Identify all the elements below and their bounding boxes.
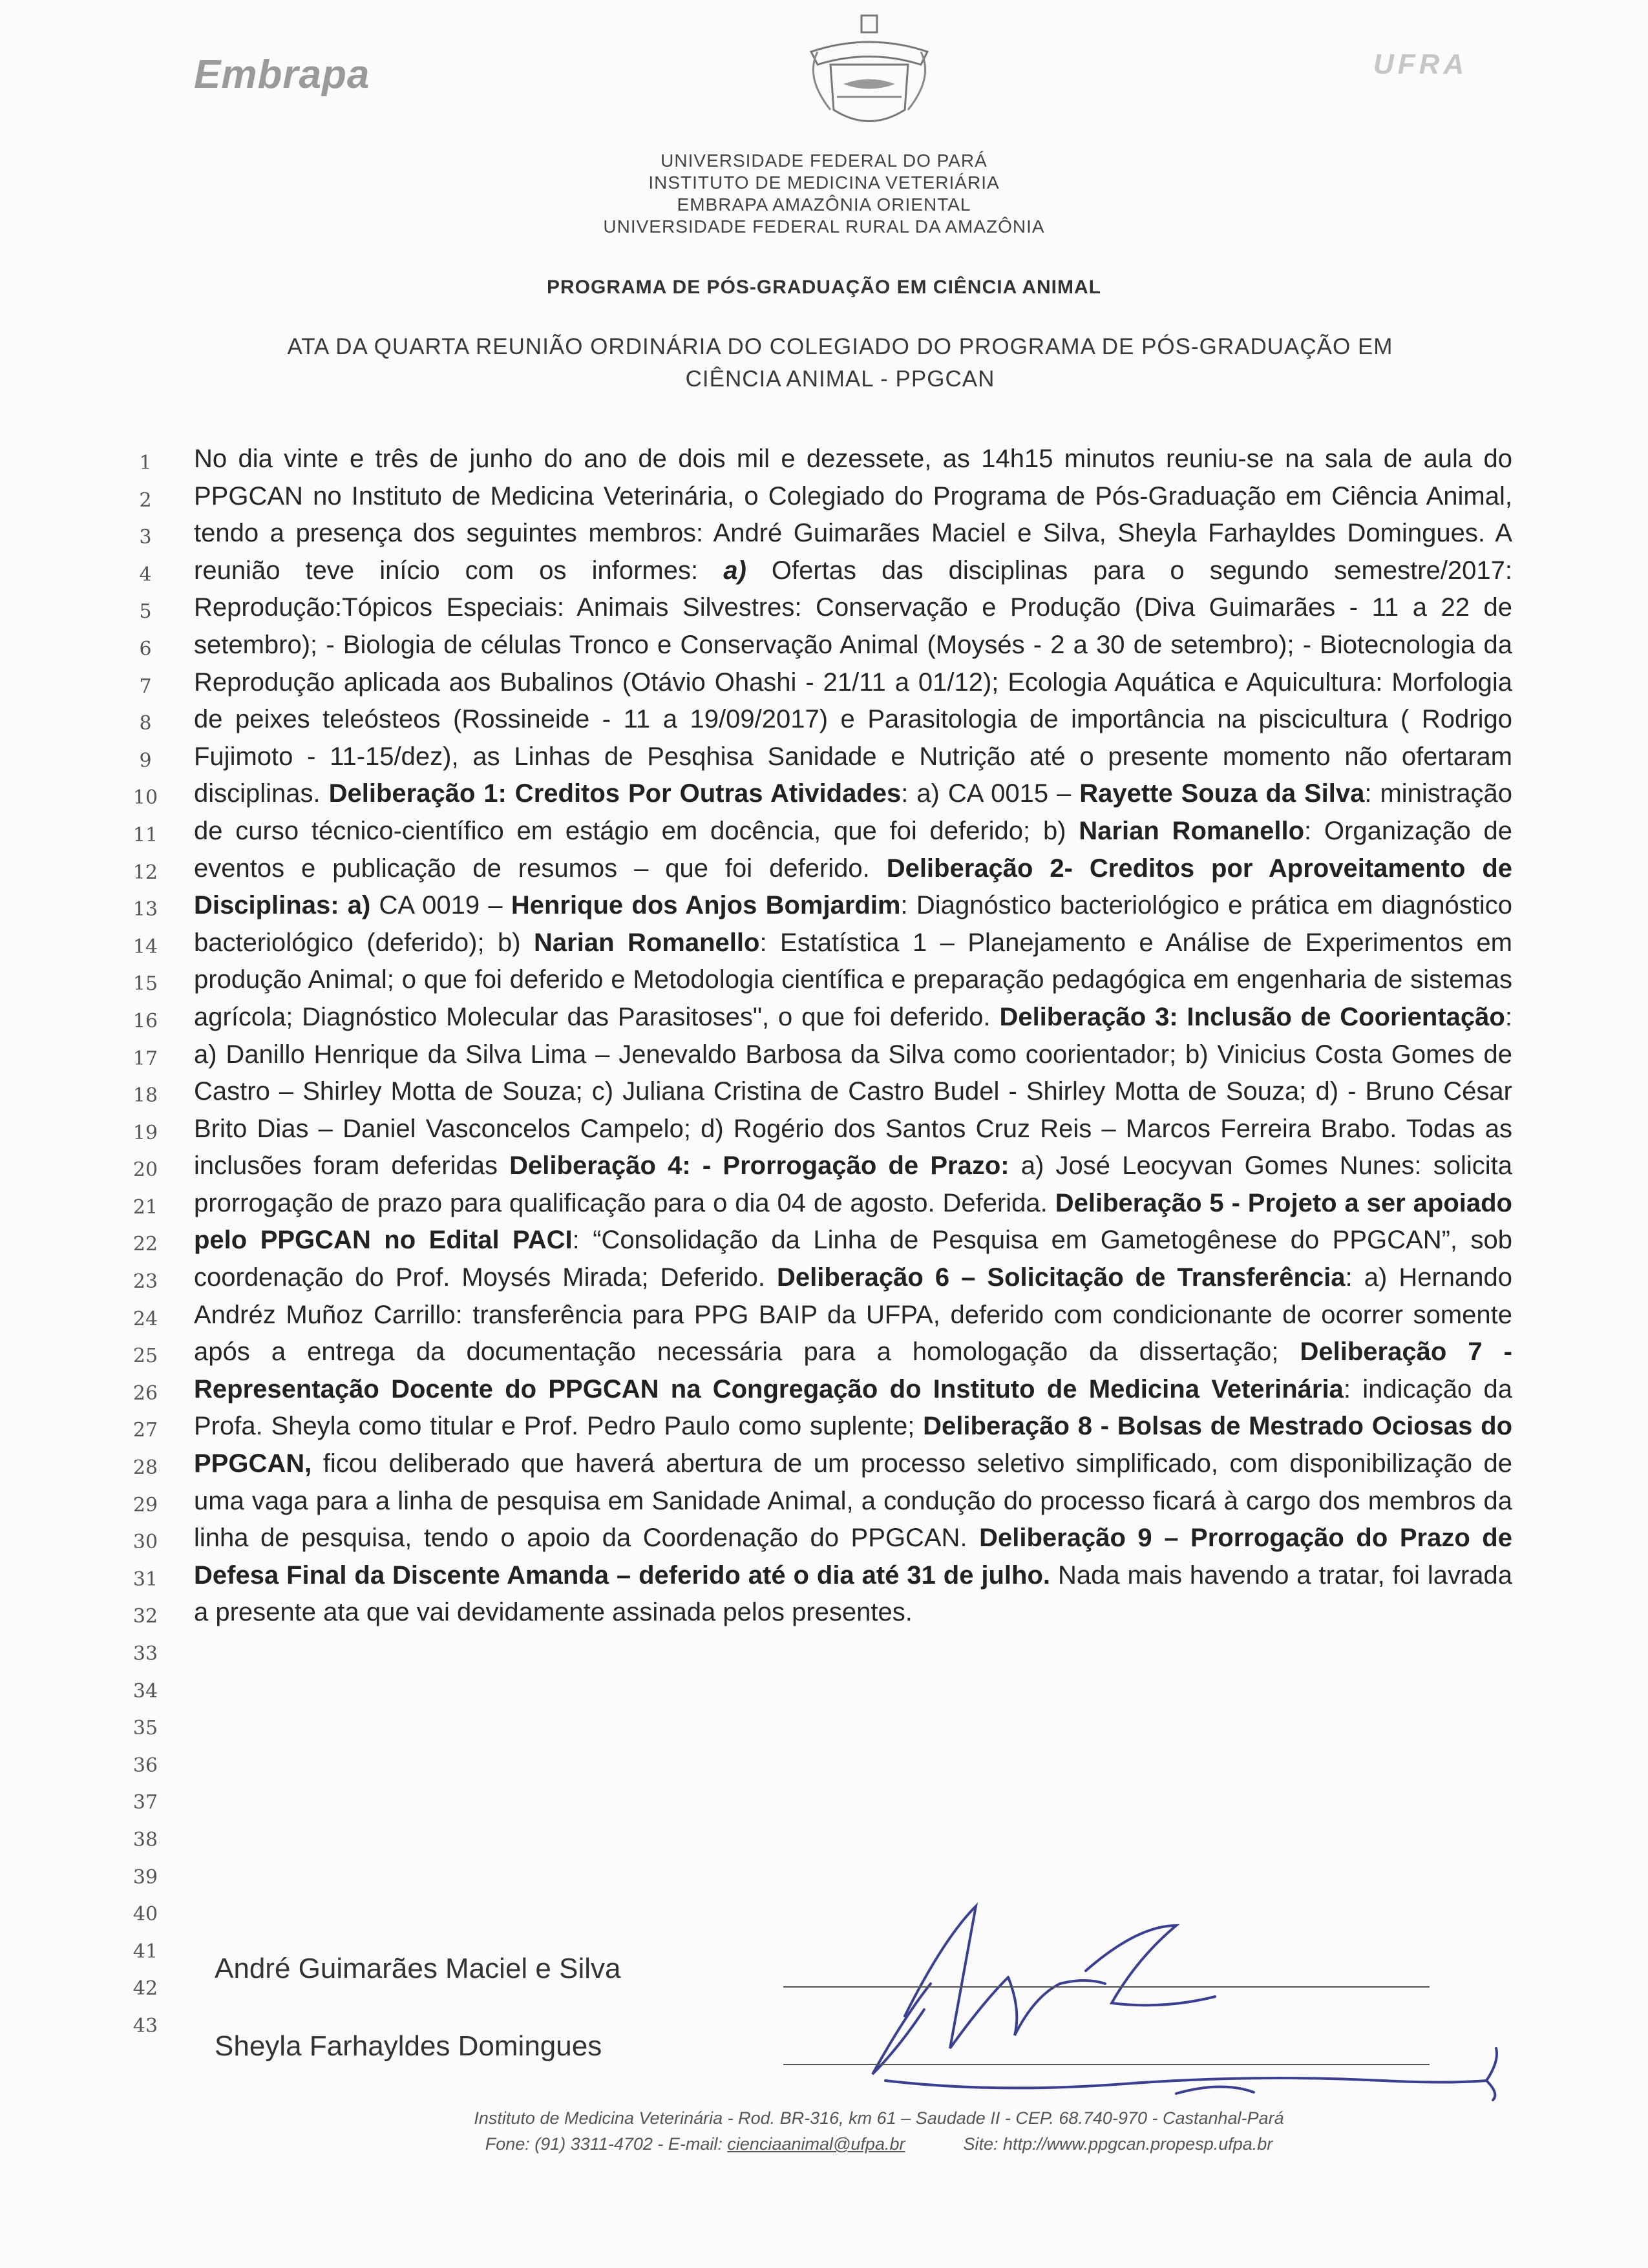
institution-header bbox=[0, 150, 1648, 238]
student-name: Henrique dos Anjos Bomjardim bbox=[511, 891, 901, 920]
document-title-line-2: CIÊNCIA ANIMAL - PPGCAN bbox=[685, 366, 995, 392]
embrapa-logo: Embrapa bbox=[194, 52, 370, 97]
deliberation-1-item-a: : a) CA 0015 – bbox=[901, 779, 1072, 808]
footer-email-link[interactable]: cienciaanimal@ufpa.br bbox=[727, 2134, 905, 2154]
institution-line: EMBRAPA AMAZÔNIA ORIENTAL bbox=[677, 194, 971, 215]
footer-address: Instituto de Medicina Veterinária - Rod. BR-316, km 61 – Saudade II - CEP. 68.740-970 - Castanhal-Pará bbox=[474, 2108, 1284, 2128]
line-number: 33 bbox=[132, 1643, 158, 1665]
line-number: 4 bbox=[139, 563, 152, 586]
line-number: 28 bbox=[132, 1456, 158, 1480]
line-number: 21 bbox=[132, 1195, 158, 1219]
line-number: 42 bbox=[132, 1977, 158, 2000]
deliberation-3-text: : a) Danillo Henrique da Silva Lima – Jenevaldo Barbosa da Silva como coorientador; b) Vinicius Costa Gomes de Castro – Shirley Motta de Souza; c) Juliana Cristina de Castro Budel - Shirley Motta de Souza; d) - Bruno César Brito Dias – Daniel Vasconcelos Campelo; d) Rogério dos Santos Cruz Reis – Marcos Ferreira Brabo. Todas as inclusões foram deferidas bbox=[194, 1002, 1512, 1181]
line-number: 32 bbox=[132, 1605, 158, 1628]
line-number: 5 bbox=[139, 600, 152, 624]
deliberation-6-title: Deliberação 6 – Solicitação de Transferência bbox=[777, 1263, 1346, 1292]
line-number: 20 bbox=[132, 1159, 158, 1182]
line-number: 39 bbox=[132, 1865, 158, 1889]
line-number: 26 bbox=[132, 1381, 158, 1405]
line-number: 40 bbox=[132, 1903, 158, 1926]
line-number: 18 bbox=[132, 1084, 158, 1108]
item-a-label: a) bbox=[723, 556, 746, 585]
ufra-logo: UFRA bbox=[1373, 48, 1468, 80]
student-name: Narian Romanello bbox=[534, 928, 760, 957]
institution-line: UNIVERSIDADE FEDERAL RURAL DA AMAZÔNIA bbox=[603, 216, 1045, 236]
institution-line: UNIVERSIDADE FEDERAL DO PARÁ bbox=[660, 151, 988, 171]
line-number: 35 bbox=[132, 1717, 158, 1740]
line-number: 3 bbox=[139, 526, 152, 549]
deliberation-4-text: a) José Leocyvan Gomes Nunes: solicita prorrogação de prazo para qualificação para o dia 04 de agosto. Deferida. bbox=[194, 1151, 1512, 1217]
deliberation-9-title: Deliberação 9 – Prorrogação do Prazo de Defesa Final da Discente Amanda – deferido até o dia até 31 de julho. bbox=[194, 1524, 1512, 1590]
signature-line bbox=[783, 1986, 1430, 1988]
deliberation-2-text: : Diagnóstico bacteriológico e prática em diagnóstico bacteriológico (deferido); b) bbox=[194, 891, 1512, 957]
university-crest-icon bbox=[792, 13, 947, 136]
line-number: 31 bbox=[132, 1568, 158, 1591]
intro-text: No dia vinte e três de junho do ano de dois mil e dezessete, as 14h15 minutos reuniu-se na sala de aula do PPGCAN no Instituto de Medicina Veterinária, o Colegiado do Programa de Pós-Graduação em Ciência Animal, tendo a presença dos seguintes membros: André Guimarães Maciel e Silva, Sheyla Farhayldes Domingues. A reunião teve início com os informes: bbox=[194, 445, 1512, 585]
document-title-line-1: ATA DA QUARTA REUNIÃO ORDINÁRIA DO COLEGIADO DO PROGRAMA DE PÓS-GRADUAÇÃO EM bbox=[287, 334, 1393, 359]
line-number: 29 bbox=[132, 1493, 158, 1517]
document-title bbox=[213, 331, 1467, 395]
deliberation-7-text: : indicação da Profa. Sheyla como titular e Prof. Pedro Paulo como suplente; bbox=[194, 1374, 1513, 1441]
line-number: 36 bbox=[132, 1754, 158, 1777]
deliberation-4-title: Deliberação 4: - Prorrogação de Prazo: bbox=[509, 1151, 1009, 1181]
line-number: 2 bbox=[139, 488, 152, 512]
line-number: 19 bbox=[132, 1121, 158, 1144]
deliberation-3-title: Deliberação 3: Inclusão de Coorientação bbox=[999, 1002, 1505, 1031]
line-number: 23 bbox=[132, 1270, 158, 1294]
deliberation-8-text: ficou deliberado que haverá abertura de um processo seletivo simplificado, com disponibilização de uma vaga para a linha de pesquisa em Sanidade Animal, a condução do processo ficará à cargo dos membros da linha de pesquisa, tendo o apoio da Coordenação do PPGCAN. bbox=[194, 1449, 1512, 1553]
footer bbox=[362, 2105, 1396, 2157]
line-number: 17 bbox=[132, 1047, 158, 1070]
line-number: 11 bbox=[132, 823, 158, 846]
course-offers-text: Ofertas das disciplinas para o segundo semestre/2017: Reprodução:Tópicos Especiais: Animais Silvestres: Conservação e Produção (Diva Guimarães - 11 a 22 de setembro); - Biologia de células Tronco e Conservação Animal (Moysés - 2 a 30 de setembro); - Biotecnologia da Reprodução aplicada aos Bubalinos (Otávio Ohashi - 21/11 a 01/12); Ecologia Aquática e Aquicultura: Morfologia de peixes teleósteos (Rossineide - 11 a 19/09/2017) e Parasitologia de importância na piscicultura ( Rodrigo Fujimoto - 11-15/dez), as Linhas de Pesqhisa Sanidade e Nutrição até o presente momento não ofertaram disciplinas. bbox=[194, 556, 1512, 808]
deliberation-7-title: Deliberação 7 - Representação Docente do PPGCAN na Congregação do Instituto de Medicina Veterinária bbox=[194, 1338, 1513, 1403]
line-numbers bbox=[116, 445, 174, 2045]
institution-line: INSTITUTO DE MEDICINA VETERIÁRIA bbox=[648, 173, 1000, 193]
line-number: 1 bbox=[139, 452, 152, 474]
line-number: 15 bbox=[132, 972, 158, 996]
line-number: 12 bbox=[132, 861, 158, 884]
line-number: 14 bbox=[132, 935, 158, 958]
line-number: 6 bbox=[139, 637, 152, 660]
deliberation-1-text: : Organização de eventos e publicação de resumos – que foi deferido. bbox=[194, 816, 1512, 883]
line-number: 27 bbox=[132, 1419, 158, 1442]
deliberation-5-text: : “Consolidação da Linha de Pesquisa em Gametogênese do PPGCAN”, sob coordenação do Prof. Moysés Mirada; Deferido. bbox=[194, 1226, 1512, 1292]
footer-site[interactable]: Site: http://www.ppgcan.propesp.ufpa.br bbox=[963, 2134, 1273, 2154]
line-number: 16 bbox=[132, 1009, 158, 1033]
line-number: 8 bbox=[139, 712, 152, 735]
line-number: 43 bbox=[132, 2014, 158, 2037]
deliberation-2-ca: CA 0019 – bbox=[379, 891, 503, 920]
student-name: Rayette Souza da Silva bbox=[1079, 779, 1365, 808]
program-title: PROGRAMA DE PÓS-GRADUAÇÃO EM CIÊNCIA ANIMAL bbox=[547, 277, 1101, 298]
footer-contact bbox=[362, 2131, 1396, 2157]
signature-row bbox=[215, 1953, 1507, 2030]
deliberation-2-text: : Estatística 1 – Planejamento e Análise de Experimentos em produção Animal; o que foi deferido e Metodologia científica e preparação pedagógica em engenharia de sistemas agrícola; Diagnóstico Molecular das Parasitoses", o que foi deferido. bbox=[194, 928, 1513, 1031]
line-number: 38 bbox=[132, 1828, 158, 1851]
signer-name: Sheyla Farhayldes Domingues bbox=[215, 2030, 602, 2062]
line-number: 10 bbox=[132, 786, 158, 810]
line-number: 41 bbox=[132, 1940, 158, 1963]
signature-block bbox=[215, 1953, 1507, 2108]
footer-phone: Fone: (91) 3311-4702 - E-mail: bbox=[485, 2134, 723, 2154]
deliberation-1-text: : ministração de curso técnico-científico em estágio em docência, que foi deferido; b) bbox=[194, 779, 1512, 845]
signature-line bbox=[783, 2064, 1430, 2065]
signature-row bbox=[215, 2030, 1507, 2108]
deliberation-8-title: Deliberação 8 - Bolsas de Mestrado Ociosas do PPGCAN, bbox=[194, 1412, 1513, 1478]
line-number: 22 bbox=[132, 1233, 158, 1256]
line-number: 24 bbox=[132, 1307, 158, 1330]
closing-text: Nada mais havendo a tratar, foi lavrada a presente ata que vai devidamente assinada pelos presentes. bbox=[194, 1560, 1513, 1627]
line-number: 30 bbox=[132, 1531, 158, 1554]
deliberation-6-text: : a) Hernando Andréz Muñoz Carrillo: transferência para PPG BAIP da UFPA, deferido com condicionante de ocorrer somente após a entrega da documentação necessária para a homologação da dissertação; bbox=[194, 1263, 1512, 1367]
deliberation-2-title: Deliberação 2- Creditos por Aproveitamento de Disciplinas: a) bbox=[194, 854, 1513, 920]
line-number: 37 bbox=[132, 1791, 158, 1814]
footer-phone-email bbox=[485, 2131, 905, 2157]
line-number: 34 bbox=[132, 1679, 158, 1703]
signer-name: André Guimarães Maciel e Silva bbox=[215, 1953, 621, 1984]
line-number: 25 bbox=[132, 1345, 158, 1368]
line-number: 9 bbox=[139, 749, 152, 772]
deliberation-1-title: Deliberação 1: Creditos Por Outras Atividades bbox=[328, 779, 902, 808]
line-number: 13 bbox=[132, 898, 158, 921]
deliberation-5-title: Deliberação 5 - Projeto a ser apoiado pelo PPGCAN no Edital PACI bbox=[194, 1188, 1512, 1255]
line-number: 7 bbox=[139, 675, 152, 698]
student-name: Narian Romanello bbox=[1079, 816, 1305, 845]
minutes-body bbox=[194, 441, 1512, 1632]
